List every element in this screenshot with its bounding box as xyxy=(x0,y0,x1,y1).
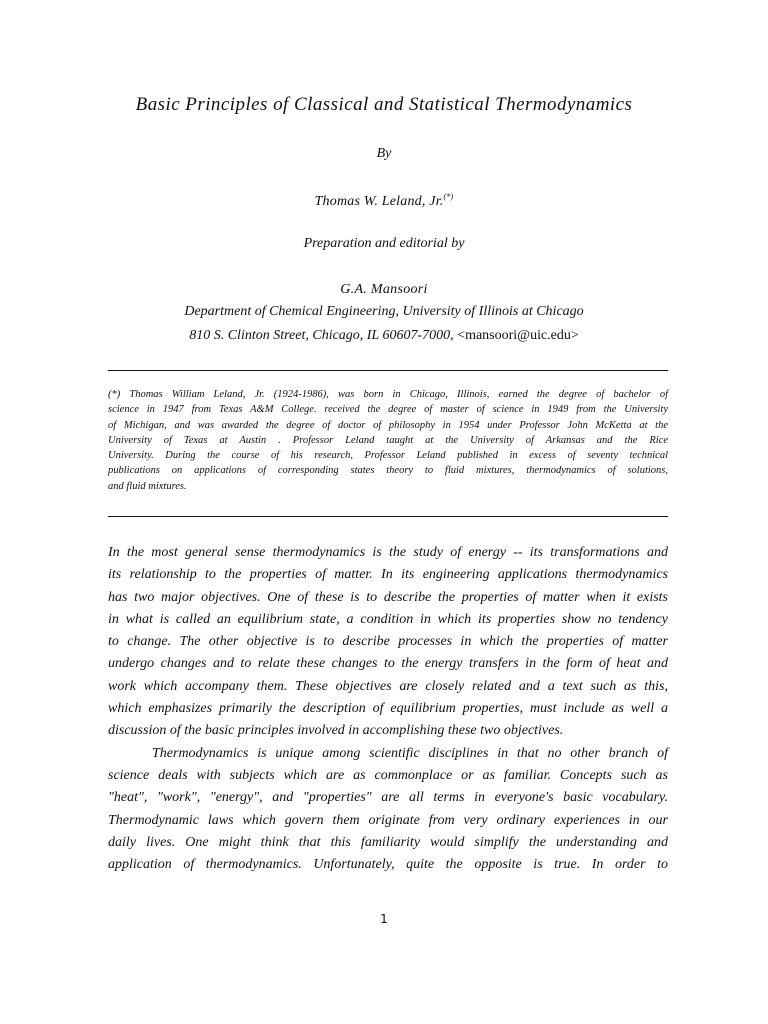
paragraph-2 xyxy=(108,743,668,877)
footnote-line: and fluid mixtures. xyxy=(108,480,187,492)
footnote-line: science in 1947 from Texas A&M College. received the degree of master of science in 1949 from the University xyxy=(108,404,668,416)
author-note-marker: (*) xyxy=(443,192,454,201)
body-line: has two major objectives. One of these is to describe the properties of matter when it exists xyxy=(108,589,668,605)
author-name: Thomas W. Leland, Jr. xyxy=(314,194,444,209)
author-line xyxy=(0,192,768,210)
footnote-line: of Michigan, and was awarded the degree of doctor of philosophy in 1954 under Professor John McKetta at the xyxy=(108,419,668,431)
body-line: "heat", "work", "energy", and "properties" are all terms in everyone's basic vocabulary. xyxy=(108,790,668,806)
body-line: In the most general sense thermodynamics is the study of energy -- its transformations and xyxy=(108,545,668,560)
footnote-line: publications on applications of corresponding states theory to fluid mixtures, thermodynamics of solutions, xyxy=(108,465,668,477)
address-line xyxy=(0,328,768,344)
body-text xyxy=(108,542,668,876)
body-line: Thermodynamic laws which govern them originate from very ordinary experiences in our xyxy=(108,812,668,828)
divider-bottom xyxy=(108,516,668,517)
address-text: 810 S. Clinton Street, Chicago, IL 60607-7000, xyxy=(189,328,458,343)
body-line: discussion of the basic principles involved in accomplishing these two objectives. xyxy=(108,723,564,739)
email-address: <mansoori@uic.edu> xyxy=(457,328,579,343)
body-line: application of thermodynamics. Unfortunately, quite the opposite is true. In order to xyxy=(108,857,668,873)
body-line: science deals with subjects which are as commonplace or as familiar. Concepts such as xyxy=(108,767,668,783)
body-line: Thermodynamics is unique among scientific disciplines in that no other branch of xyxy=(152,745,668,761)
body-line: daily lives. One might think that this familiarity would simplify the understanding and xyxy=(108,834,668,850)
body-line: its relationship to the properties of matter. In its engineering applications thermodynamics xyxy=(108,567,668,583)
footnote-line: (*) Thomas William Leland, Jr. (1924-1986), was born in Chicago, Illinois, earned the degree of bachelor of xyxy=(108,389,668,400)
department-line: Department of Chemical Engineering, University of Illinois at Chicago xyxy=(184,304,584,319)
divider-top xyxy=(108,370,668,371)
body-line: which emphasizes primarily the description of equilibrium properties, must include as well a xyxy=(108,701,668,717)
body-line: work which accompany them. These objectives are closely related and a text such as this, xyxy=(108,678,668,694)
footnote-line: University of Texas at Austin . Professor Leland taught at the University of Arkansas and the Rice xyxy=(108,434,668,446)
paragraph-1 xyxy=(108,542,668,743)
body-line: undergo changes and to relate these changes to the energy transfers in the form of heat and xyxy=(108,656,668,672)
body-line: in what is called an equilibrium state, a condition in which its properties show no tendency xyxy=(108,611,668,627)
document-title: Basic Principles of Classical and Statistical Thermodynamics xyxy=(135,94,633,115)
editor-name: G.A. Mansoori xyxy=(340,282,428,297)
author-footnote xyxy=(108,387,668,494)
by-line: By xyxy=(376,146,392,161)
preparation-line: Preparation and editorial by xyxy=(303,236,465,251)
page-number: 1 xyxy=(380,912,388,926)
body-line: to change. The other objective is to describe processes in which the properties of matter xyxy=(108,634,668,650)
footnote-line: University. During the course of his research, Professor Leland published in excess of seventy technical xyxy=(108,450,668,462)
